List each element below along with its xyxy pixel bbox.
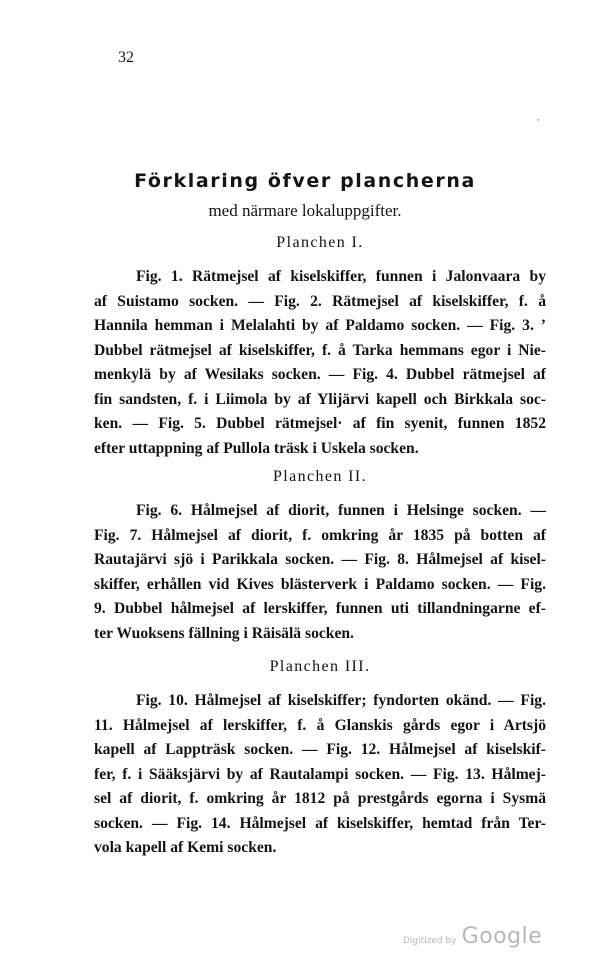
section-planchen-3: [94, 655, 546, 861]
text-line: skiffer, erhållen vid Kives blästerverk i Paldamo socken. — Fig.: [94, 575, 546, 593]
text-line: Dubbel rätmejsel af kiselskiffer, f. å Tarka hemmans egor i Nie-: [94, 341, 546, 359]
text-line: socken. — Fig. 14. Hålmejsel af kiselskiffer, hemtad från Ter-: [94, 814, 546, 832]
digitized-watermark: [403, 924, 542, 949]
stray-mark: ,: [537, 112, 540, 123]
section-heading: Planchen I.: [276, 234, 364, 251]
text-line: sel af diorit, f. omkring år 1812 på prestgårds egorna i Sysmä: [94, 790, 546, 807]
page-number: 32: [118, 49, 134, 66]
text-line: Fig. 6. Hålmejsel af diorit, funnen i Helsinge socken. —: [136, 502, 546, 519]
text-line: 11. Hålmejsel af lerskiffer, f. å Glanskis gårds egor i Artsjö: [94, 716, 546, 734]
text-line: ter Wuoksens fällning i Räisälä socken.: [94, 624, 354, 642]
text-line: vola kapell af Kemi socken.: [94, 839, 277, 856]
section-paragraph: [94, 499, 546, 646]
text-line: efter uttappning af Pullola träsk i Uskela socken.: [94, 439, 419, 457]
text-line: af Suistamo socken. — Fig. 2. Rätmejsel af kiselskiffer, f. å: [94, 292, 546, 310]
text-line: fer, f. i Sääksjärvi by af Rautalampi socken. — Fig. 13. Hålmej-: [94, 765, 546, 783]
page-title: Förklaring öfver plancherna: [134, 170, 476, 192]
text-line: menkylä by af Wesilaks socken. — Fig. 4. Dubbel rätmejsel af: [94, 366, 546, 383]
text-line: Fig. 10. Hålmejsel af kiselskiffer; fyndorten okänd. — Fig.: [136, 692, 546, 709]
section-planchen-2: [94, 465, 546, 646]
page-subtitle: med närmare lokaluppgifter.: [208, 201, 402, 220]
section-heading: Planchen II.: [272, 468, 368, 485]
text-line: kapell af Lappträsk socken. — Fig. 12. Hålmejsel af kiselskif-: [94, 741, 546, 758]
section-heading: Planchen III.: [269, 658, 371, 675]
section-planchen-1: [94, 231, 546, 461]
text-line: 9. Dubbel hålmejsel af lerskiffer, funnen uti tillandningarne ef-: [94, 600, 546, 617]
text-line: fin sandsten, f. i Liimola by af Ylijärvi kapell och Birkkala soc-: [94, 390, 546, 408]
section-paragraph: [94, 689, 546, 861]
text-line: ken. — Fig. 5. Dubbel rätmejsel· af fin syenit, funnen 1852: [94, 415, 546, 432]
google-logo-text: Google: [461, 924, 543, 949]
text-line: Hannila hemman i Melalahti by af Paldamo socken. — Fig. 3. ʼ: [94, 317, 546, 334]
text-line: Fig. 1. Rätmejsel af kiselskiffer, funnen i Jalonvaara by: [136, 268, 546, 285]
text-line: Rautajärvi sjö i Parikkala socken. — Fig. 8. Hålmejsel af kisel-: [94, 551, 546, 568]
section-paragraph: [94, 265, 546, 461]
text-line: Fig. 7. Hålmejsel af diorit, f. omkring år 1835 på botten af: [94, 526, 546, 544]
digitized-by-text: Digitized by: [403, 936, 457, 946]
